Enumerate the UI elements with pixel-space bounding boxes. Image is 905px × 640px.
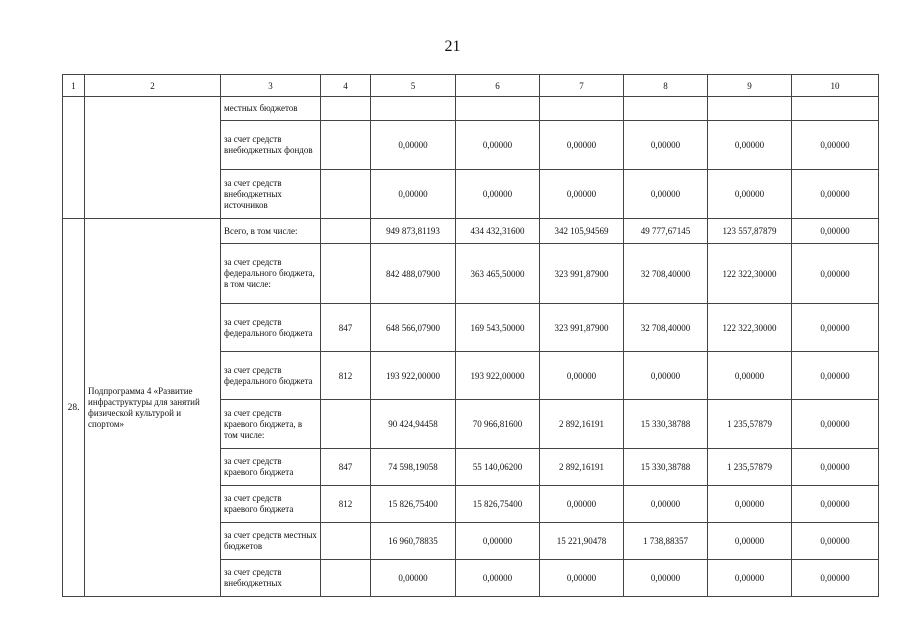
col-header: 6 <box>456 75 540 97</box>
value-cell: 49 777,67145 <box>624 219 708 244</box>
source-cell: за счет средств федерального бюджета, в том числе: <box>221 244 321 304</box>
value-cell <box>456 97 540 121</box>
col-header: 2 <box>85 75 221 97</box>
value-cell: 0,00000 <box>792 449 879 486</box>
value-cell: 70 966,81600 <box>456 400 540 449</box>
value-cell: 0,00000 <box>792 219 879 244</box>
value-cell: 0,00000 <box>371 560 456 597</box>
value-cell: 648 566,07900 <box>371 304 456 352</box>
value-cell: 0,00000 <box>540 352 624 400</box>
col-header: 10 <box>792 75 879 97</box>
value-cell: 0,00000 <box>708 121 792 170</box>
row-number-cell: 28. <box>63 219 85 597</box>
col-header: 9 <box>708 75 792 97</box>
value-cell: 949 873,81193 <box>371 219 456 244</box>
value-cell: 1 738,88357 <box>624 523 708 560</box>
value-cell: 842 488,07900 <box>371 244 456 304</box>
value-cell: 74 598,19058 <box>371 449 456 486</box>
value-cell: 0,00000 <box>708 170 792 219</box>
value-cell <box>540 97 624 121</box>
value-cell: 2 892,16191 <box>540 400 624 449</box>
value-cell: 0,00000 <box>540 170 624 219</box>
col-header: 7 <box>540 75 624 97</box>
value-cell: 0,00000 <box>624 121 708 170</box>
program-cell <box>85 97 221 219</box>
value-cell <box>792 97 879 121</box>
value-cell: 0,00000 <box>708 486 792 523</box>
source-cell: местных бюджетов <box>221 97 321 121</box>
source-cell: за счет средств краевого бюджета <box>221 449 321 486</box>
value-cell: 2 892,16191 <box>540 449 624 486</box>
value-cell: 0,00000 <box>456 560 540 597</box>
code-cell <box>321 523 371 560</box>
value-cell: 0,00000 <box>708 352 792 400</box>
value-cell: 0,00000 <box>792 304 879 352</box>
source-cell: за счет средств внебюджетных <box>221 560 321 597</box>
value-cell: 15 826,75400 <box>456 486 540 523</box>
source-cell: за счет средств местных бюджетов <box>221 523 321 560</box>
code-cell: 847 <box>321 304 371 352</box>
source-cell: за счет средств федерального бюджета <box>221 304 321 352</box>
value-cell: 323 991,87900 <box>540 244 624 304</box>
value-cell: 0,00000 <box>456 121 540 170</box>
source-cell: Всего, в том числе: <box>221 219 321 244</box>
value-cell: 1 235,57879 <box>708 400 792 449</box>
code-cell <box>321 244 371 304</box>
value-cell: 0,00000 <box>792 170 879 219</box>
value-cell: 90 424,94458 <box>371 400 456 449</box>
source-cell: за счет средств краевого бюджета, в том числе: <box>221 400 321 449</box>
value-cell: 323 991,87900 <box>540 304 624 352</box>
value-cell: 0,00000 <box>624 560 708 597</box>
source-cell: за счет средств внебюджетных источников <box>221 170 321 219</box>
code-cell <box>321 560 371 597</box>
value-cell: 0,00000 <box>624 352 708 400</box>
value-cell: 16 960,78835 <box>371 523 456 560</box>
code-cell: 812 <box>321 486 371 523</box>
row-number-cell <box>63 97 85 219</box>
value-cell: 0,00000 <box>456 523 540 560</box>
budget-table <box>62 74 879 597</box>
value-cell: 0,00000 <box>792 352 879 400</box>
value-cell <box>624 97 708 121</box>
value-cell <box>371 97 456 121</box>
code-cell <box>321 97 371 121</box>
source-cell: за счет средств внебюджетных фондов <box>221 121 321 170</box>
value-cell: 169 543,50000 <box>456 304 540 352</box>
value-cell: 0,00000 <box>708 523 792 560</box>
value-cell: 1 235,57879 <box>708 449 792 486</box>
value-cell: 0,00000 <box>540 121 624 170</box>
source-cell: за счет средств федерального бюджета <box>221 352 321 400</box>
value-cell: 0,00000 <box>371 121 456 170</box>
value-cell: 363 465,50000 <box>456 244 540 304</box>
value-cell: 193 922,00000 <box>456 352 540 400</box>
value-cell: 0,00000 <box>540 486 624 523</box>
code-cell <box>321 400 371 449</box>
value-cell: 0,00000 <box>540 560 624 597</box>
value-cell: 32 708,40000 <box>624 244 708 304</box>
value-cell: 55 140,06200 <box>456 449 540 486</box>
value-cell: 15 330,38788 <box>624 449 708 486</box>
page-number: 21 <box>444 38 461 55</box>
value-cell: 0,00000 <box>708 560 792 597</box>
code-cell <box>321 219 371 244</box>
value-cell: 0,00000 <box>792 560 879 597</box>
value-cell: 434 432,31600 <box>456 219 540 244</box>
value-cell: 0,00000 <box>792 244 879 304</box>
value-cell: 0,00000 <box>792 523 879 560</box>
value-cell: 15 330,38788 <box>624 400 708 449</box>
value-cell: 193 922,00000 <box>371 352 456 400</box>
col-header: 4 <box>321 75 371 97</box>
value-cell: 0,00000 <box>456 170 540 219</box>
value-cell <box>708 97 792 121</box>
value-cell: 0,00000 <box>624 486 708 523</box>
col-header: 3 <box>221 75 321 97</box>
value-cell: 15 826,75400 <box>371 486 456 523</box>
col-header: 1 <box>63 75 85 97</box>
header-row <box>63 75 879 97</box>
value-cell: 122 322,30000 <box>708 304 792 352</box>
source-cell: за счет средств краевого бюджета <box>221 486 321 523</box>
code-cell <box>321 170 371 219</box>
value-cell: 122 322,30000 <box>708 244 792 304</box>
value-cell: 0,00000 <box>792 400 879 449</box>
table-row <box>63 219 879 244</box>
code-cell <box>321 121 371 170</box>
table-row <box>63 97 879 121</box>
value-cell: 123 557,87879 <box>708 219 792 244</box>
code-cell: 812 <box>321 352 371 400</box>
value-cell: 0,00000 <box>792 486 879 523</box>
col-header: 5 <box>371 75 456 97</box>
program-cell: Подпрограмма 4 «Развитие инфраструктуры для занятий физической культурой и спортом» <box>85 219 221 597</box>
value-cell: 0,00000 <box>624 170 708 219</box>
col-header: 8 <box>624 75 708 97</box>
value-cell: 0,00000 <box>371 170 456 219</box>
value-cell: 0,00000 <box>792 121 879 170</box>
code-cell: 847 <box>321 449 371 486</box>
value-cell: 15 221,90478 <box>540 523 624 560</box>
value-cell: 342 105,94569 <box>540 219 624 244</box>
value-cell: 32 708,40000 <box>624 304 708 352</box>
